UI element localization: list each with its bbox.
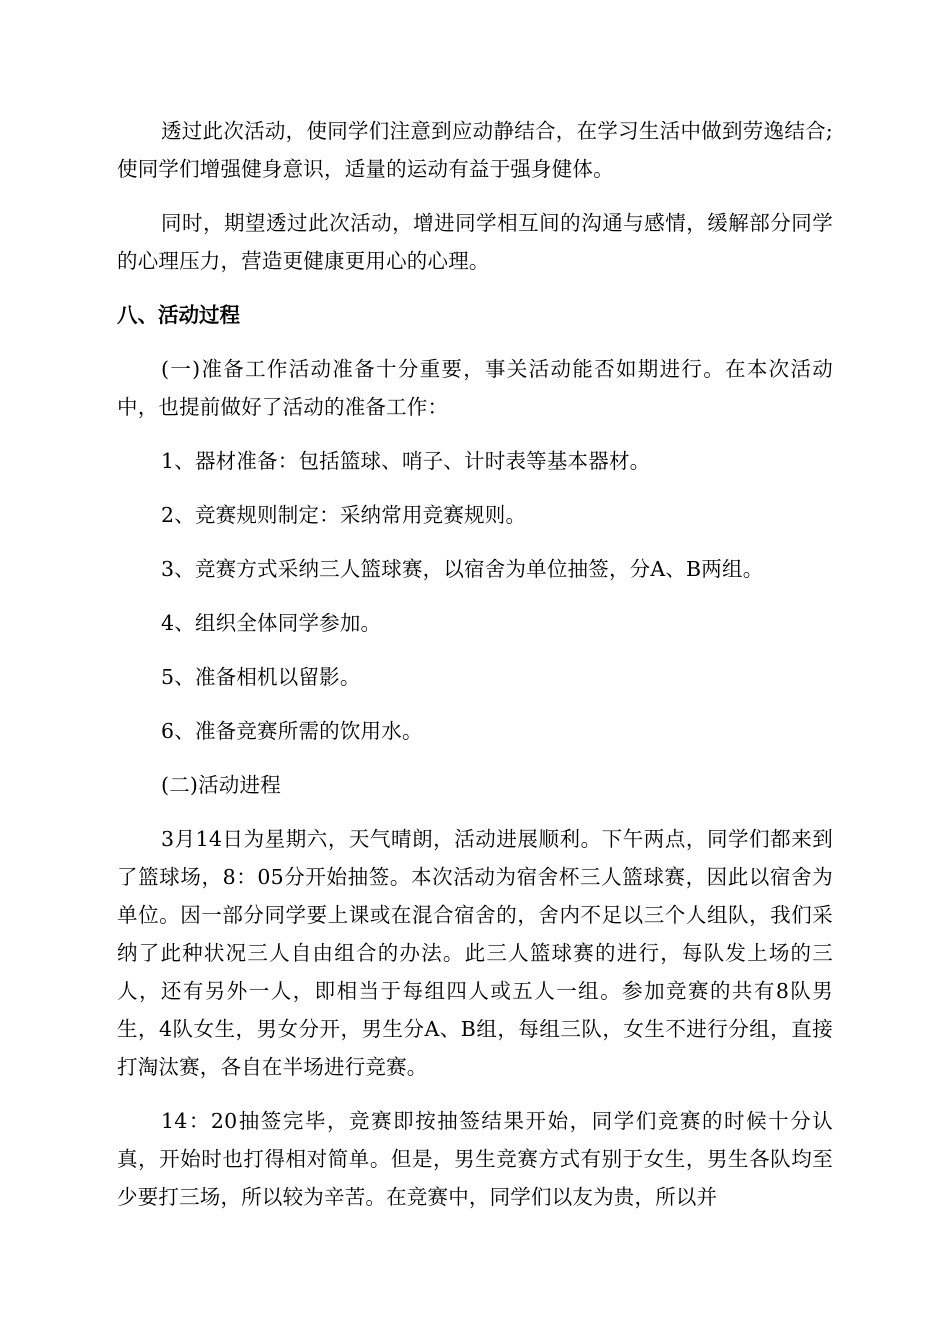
paragraph-purpose: 透过此次活动，使同学们注意到应动静结合，在学习生活中做到劳逸结合;使同学们增强健身意识，适量的运动有益于强身健体。 xyxy=(117,119,833,181)
subsection-heading-process: (二)活动进程 xyxy=(161,773,281,797)
list-item-prep-2: 2、竞赛规则制定：采纳常用竞赛规则。 xyxy=(161,503,527,527)
paragraph-prep-intro: (一)准备工作活动准备十分重要，事关活动能否如期进行。在本次活动中，也提前做好了活动的准备工作： xyxy=(117,357,833,419)
list-item-prep-4: 4、组织全体同学参加。 xyxy=(161,611,382,635)
paragraph-expectation: 同时，期望透过此次活动，增进同学相互间的沟通与感情，缓解部分同学的心理压力，营造更健康更用心的心理。 xyxy=(117,211,833,273)
paragraph-process-2: 14：20抽签完毕，竞赛即按抽签结果开始，同学们竞赛的时候十分认真，开始时也打得相对简单。但是，男生竞赛方式有别于女生，男生各队均至少要打三场，所以较为辛苦。在竞赛中，同学们以友为贵，所以并 xyxy=(117,1109,833,1209)
list-item-prep-1: 1、器材准备：包括篮球、哨子、计时表等基本器材。 xyxy=(161,449,651,473)
section-heading: 八、活动过程 xyxy=(117,303,240,327)
list-item-prep-6: 6、准备竞赛所需的饮用水。 xyxy=(161,719,423,743)
list-item-prep-5: 5、准备相机以留影。 xyxy=(161,665,361,689)
document-page xyxy=(117,112,833,1216)
list-item-prep-3: 3、竞赛方式采纳三人篮球赛，以宿舍为单位抽签，分A、B两组。 xyxy=(161,557,764,581)
paragraph-process-1: 3月14日为星期六，天气晴朗，活动进展顺利。下午两点，同学们都来到了篮球场，8：05分开始抽签。本次活动为宿舍杯三人篮球赛，因此以宿舍为单位。因一部分同学要上课或在混合宿舍的，舍内不足以三个人组队，我们采纳了此种状况三人自由组合的办法。此三人篮球赛的进行，每队发上场的三人，还有另外一人，即相当于每组四人或五人一组。参加竞赛的共有8队男生，4队女生，男女分开，男生分A、B组，每组三队，女生不进行分组，直接打淘汰赛，各自在半场进行竞赛。 xyxy=(117,827,833,1079)
